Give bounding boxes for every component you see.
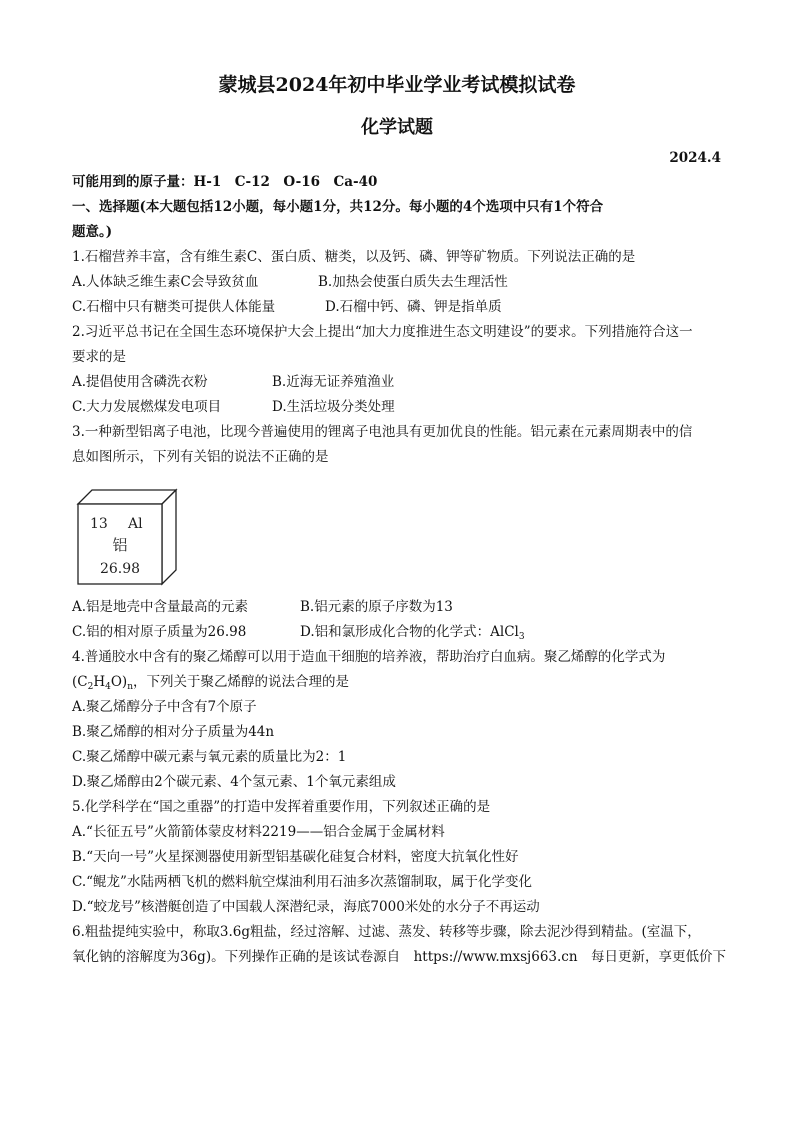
q3-stem-cont: 息如图所示，下列有关铝的说法不正确的是 [72, 449, 329, 465]
q3-option-b: B.铝元素的原子序数为13 [300, 599, 453, 615]
formula-part: (C [72, 674, 88, 690]
formula-part: H [93, 674, 106, 690]
q4-option-d: D.聚乙烯醇由2个碳元素、4个氢元素、1个氧元素组成 [72, 774, 396, 790]
subject-title: 化学试题 [361, 117, 433, 138]
q4-formula [72, 674, 133, 690]
formula-subscript: 4 [105, 682, 111, 692]
q2-option-c: C.大力发展燃煤发电项目 [72, 399, 222, 415]
q2-stem: 2.习近平总书记在全国生态环境保护大会上提出“加大力度推进生态文明建设”的要求。下列措施符合这一 [72, 324, 693, 340]
q2-option-a: A.提倡使用含磷洗衣粉 [72, 374, 208, 390]
q3-option-d-subscript: 3 [518, 632, 525, 642]
atomic-mass: 26.98 [99, 561, 141, 577]
q4-stem: 4.普通胶水中含有的聚乙烯醇可以用于造血干细胞的培养液，帮助治疗白血病。聚乙烯醇的化学式为 [72, 649, 666, 665]
q6-stem: 6.粗盐提纯实验中，称取3.6g粗盐，经过溶解、过滤、蒸发、转移等步骤，除去泥沙得到精盐。(室温下， [72, 924, 701, 940]
formula-part: O) [110, 674, 128, 690]
q5-option-c: C.“鲲龙”水陆两栖飞机的燃料航空煤油利用石油多次蒸馏制取，属于化学变化 [72, 874, 532, 890]
q2-stem-cont: 要求的是 [72, 349, 126, 365]
q5-option-b: B.“天向一号”火星探测器使用新型铝基碳化硅复合材料，密度大抗氧化性好 [72, 849, 519, 865]
q3-option-c: C.铝的相对原子质量为26.98 [72, 624, 247, 640]
q4-option-c: C.聚乙烯醇中碳元素与氧元素的质量比为2：1 [72, 749, 347, 765]
q3-stem: 3.一种新型铝离子电池，比现今普遍使用的锂离子电池具有更加优良的性能。铝元素在元素周期表中的信 [72, 424, 693, 440]
q4-stem-cont [72, 673, 349, 691]
q1-option-c: C.石榴中只有糖类可提供人体能量 [72, 299, 276, 315]
q1-option-b: B.加热会使蛋白质失去生理活性 [318, 274, 508, 290]
element-name: 铝 [112, 536, 128, 554]
q1-stem: 1.石榴营养丰富，含有维生素C、蛋白质、糖类，以及钙、磷、钾等矿物质。下列说法正确的是 [72, 249, 636, 265]
q3-option-a: A.铝是地壳中含量最高的元素 [72, 599, 249, 615]
aluminum-element-cell [72, 488, 184, 590]
atomic-masses: 可能用到的原子量：H-1 C-12 O-16 Ca-40 [72, 174, 378, 190]
q4-stem-rest: ，下列关于聚乙烯醇的说法合理的是 [133, 674, 349, 690]
q5-option-a: A.“长征五号”火箭箭体蒙皮材料2219——铝合金属于金属材料 [72, 824, 445, 840]
section-heading-cont: 题意。) [72, 224, 113, 240]
q1-option-d: D.石榴中钙、磷、钾是指单质 [325, 299, 502, 315]
q4-option-b: B.聚乙烯醇的相对分子质量为44n [72, 724, 275, 740]
formula-subscript: 2 [87, 682, 94, 692]
section-heading: 一、选择题(本大题包括12小题，每小题1分，共12分。每小题的4个选项中只有1个符合 [72, 199, 604, 215]
element-cube-icon [72, 488, 184, 586]
atomic-number: 13 [90, 516, 108, 532]
q5-option-d: D.“蛟龙号”核潜艇创造了中国载人深潜纪录，海底7000米处的水分子不再运动 [72, 899, 540, 915]
q5-stem: 5.化学科学在“国之重器”的打造中发挥着重要作用，下列叙述正确的是 [72, 799, 491, 815]
q1-option-a: A.人体缺乏维生素C会导致贫血 [72, 274, 259, 290]
exam-title: 蒙城县2024年初中毕业学业考试模拟试卷 [218, 74, 576, 96]
formula-subscript: n [127, 682, 133, 692]
element-symbol: Al [128, 516, 143, 532]
q2-option-d: D.生活垃圾分类处理 [272, 399, 395, 415]
q3-option-d-text: D.铝和氯形成化合物的化学式：AlCl [300, 624, 519, 640]
q2-option-b: B.近海无证养殖渔业 [272, 374, 395, 390]
q4-option-a: A.聚乙烯醇分子中含有7个原子 [72, 699, 257, 715]
q6-stem-cont: 氧化钠的溶解度为36g)。下列操作正确的是该试卷源自 https://www.mxsj663.cn 每日更新，享更低价下 [72, 949, 727, 965]
q3-option-d [300, 623, 525, 641]
exam-date: 2024.4 [669, 150, 721, 166]
